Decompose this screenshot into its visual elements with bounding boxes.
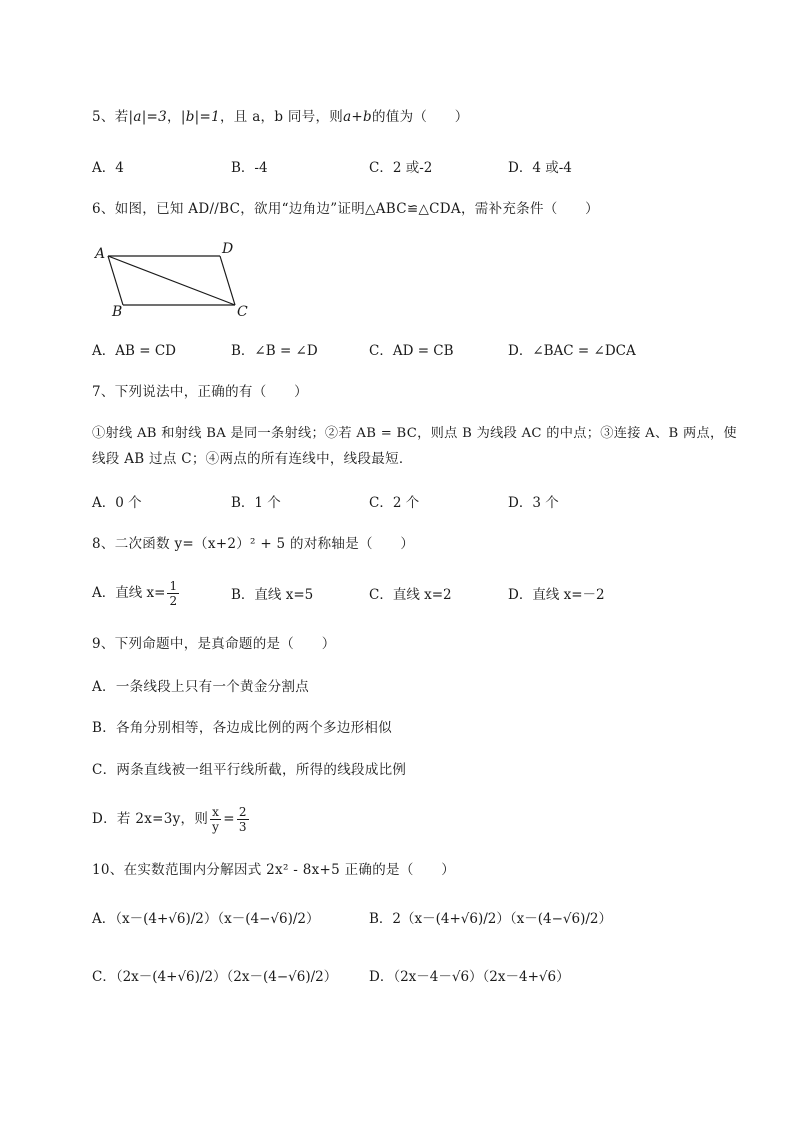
fraction-denominator: y (212, 820, 220, 834)
q7-option-b[interactable]: B．1 个 (231, 495, 281, 511)
q7-statements-line2: 线段 AB 过点 C；④两点的所有连线中，线段最短． (92, 451, 413, 467)
q9-option-d[interactable] (92, 806, 251, 833)
q5-abs-a: |a|=3 (128, 109, 168, 125)
equals-sign: = (223, 811, 235, 827)
fraction-numerator: 2 (238, 805, 247, 819)
q8-option-a[interactable] (92, 580, 181, 607)
q5-abs-b: |b|=1 (180, 109, 220, 125)
q6-figure-parallelogram (90, 236, 260, 320)
q8-option-a-fraction (167, 580, 179, 607)
q8-option-b[interactable]: B．直线 x=5 (231, 587, 314, 603)
q8-option-a-label: A．直线 x= (92, 585, 166, 601)
q5-option-b[interactable]: B．-4 (231, 160, 268, 176)
q7-option-a[interactable]: A．0 个 (92, 495, 142, 511)
q5-option-a[interactable]: A．4 (92, 160, 124, 176)
q10-stem: 10、在实数范围内分解因式 2x² - 8x+5 正确的是（ ） (92, 862, 456, 878)
q6-label-d: D (222, 241, 234, 257)
q8-stem: 8、二次函数 y=（x+2）² + 5 的对称轴是（ ） (92, 536, 415, 552)
q7-statements-line1: ①射线 AB 和射线 BA 是同一条射线；②若 AB = BC，则点 B 为线段 AC 的中点；③连接 A、B 两点，使 (92, 426, 737, 441)
q5-stem-part: ，且 a，b 同号，则 (220, 109, 344, 125)
q5-option-d[interactable]: D．4 或-4 (508, 160, 572, 176)
q10-option-a[interactable]: A．（x－(4+√6)/2）（x－(4−√6)/2） (92, 911, 320, 927)
q6-label-a: A (95, 246, 106, 262)
q10-option-d[interactable]: D．（2x－4－√6）（2x－4+√6） (369, 969, 570, 985)
q7-option-c[interactable]: C．2 个 (369, 495, 420, 511)
q6-option-b[interactable]: B．∠B = ∠D (231, 343, 318, 359)
q9-fraction-23 (237, 806, 249, 833)
q6-option-c[interactable]: C．AD = CB (369, 343, 454, 359)
q5-option-c[interactable]: C．2 或-2 (369, 160, 433, 176)
q10-option-c[interactable]: C．（2x－(4+√6)/2）（2x－(4−√6)/2） (92, 969, 338, 985)
q5-stem (92, 108, 469, 126)
q7-stem: 7、下列说法中，正确的有（ ） (92, 384, 308, 400)
q9-fraction-xy (210, 806, 221, 833)
q8-option-c[interactable]: C．直线 x=2 (369, 587, 452, 603)
q5-stem-part: 的值为（ ） (371, 109, 469, 125)
q9-option-c[interactable]: C．两条直线被一组平行线所截，所得的线段成比例 (92, 762, 407, 778)
q9-option-a[interactable]: A．一条线段上只有一个黄金分割点 (92, 679, 310, 695)
q6-label-c: C (237, 304, 248, 320)
q6-option-d[interactable]: D．∠BAC = ∠DCA (508, 343, 636, 359)
q9-option-d-label: D．若 2x=3y，则 (92, 811, 209, 827)
q9-option-b[interactable]: B．各角分别相等，各边成比例的两个多边形相似 (92, 720, 393, 736)
q6-option-a[interactable]: A．AB = CD (92, 343, 176, 359)
q8-option-d[interactable]: D．直线 x=－2 (508, 587, 605, 603)
q6-stem: 6、如图，已知 AD//BC，欲用“边角边”证明△ABC≌△CDA，需补充条件（ ） (92, 201, 599, 217)
q10-option-b[interactable]: B．2（x－(4+√6)/2）（x－(4−√6)/2） (369, 911, 613, 927)
fraction-numerator: x (212, 805, 220, 819)
q5-stem-part: 5、若 (92, 109, 129, 125)
fraction-denominator: 2 (169, 594, 178, 608)
q9-stem: 9、下列命题中，是真命题的是（ ） (92, 636, 336, 652)
q7-option-d[interactable]: D．3 个 (508, 495, 559, 511)
q5-expr: a+b (343, 109, 372, 125)
fraction-numerator: 1 (169, 579, 178, 593)
fraction-denominator: 3 (238, 820, 247, 834)
q5-stem-part: ， (167, 109, 181, 125)
q6-label-b: B (112, 304, 123, 320)
